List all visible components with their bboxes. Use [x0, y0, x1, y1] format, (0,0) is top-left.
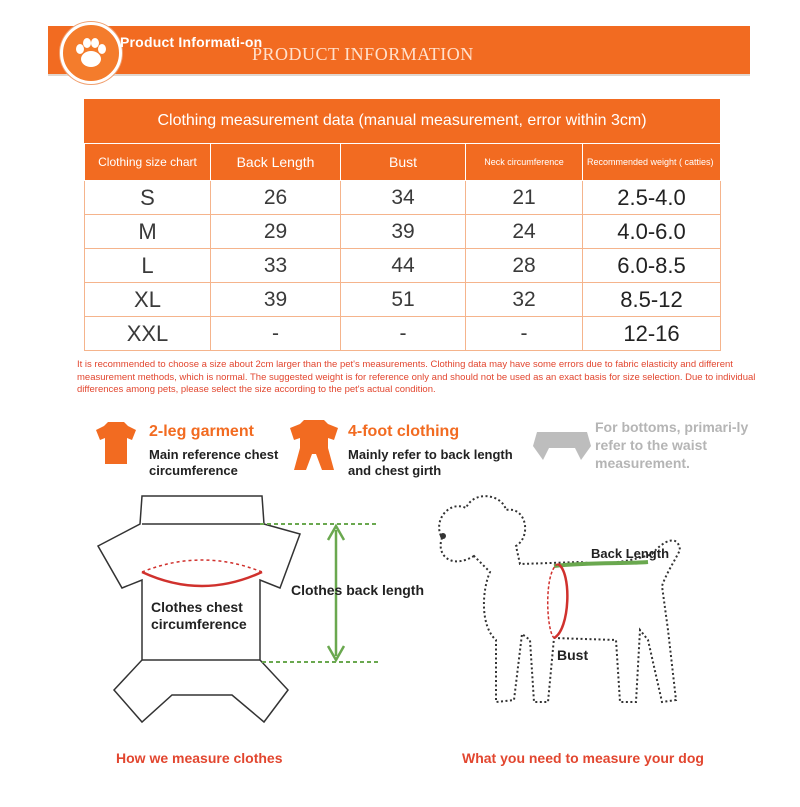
clothes-caption: How we measure clothes — [116, 750, 283, 766]
clothes-back-length-label: Clothes back length — [291, 582, 425, 598]
table-row — [85, 249, 721, 283]
cell-back-length: 26 — [211, 181, 341, 215]
cell-neck: 32 — [466, 283, 583, 317]
cell-size: XL — [85, 283, 211, 317]
cell-neck: - — [466, 317, 583, 351]
cell-bust: 51 — [341, 283, 466, 317]
cell-back-length: 29 — [211, 215, 341, 249]
four-foot-label: 4-foot clothing — [348, 423, 460, 440]
cell-back-length: - — [211, 317, 341, 351]
paw-icon — [60, 22, 122, 84]
four-foot-clothing-icon — [288, 418, 340, 474]
cell-weight: 6.0-8.5 — [583, 249, 721, 283]
cell-size: XXL — [85, 317, 211, 351]
table-row — [85, 215, 721, 249]
cell-size: L — [85, 249, 211, 283]
table-caption: Clothing measurement data (manual measurement, error within 3cm) — [84, 99, 720, 143]
clothes-diagram — [90, 490, 450, 725]
dog-diagram — [430, 490, 700, 715]
cell-bust: - — [341, 317, 466, 351]
clothes-chest-label: Clothes chest circumference — [151, 599, 247, 632]
dog-caption: What you need to measure your dog — [462, 750, 704, 766]
table-row — [85, 317, 721, 351]
cell-bust: 34 — [341, 181, 466, 215]
table-row — [85, 181, 721, 215]
cell-bust: 44 — [341, 249, 466, 283]
col-header-size: Clothing size chart — [85, 144, 211, 181]
cell-size: M — [85, 215, 211, 249]
col-header-neck: Neck circumference — [466, 144, 583, 181]
four-foot-desc: Mainly refer to back length and chest girth — [348, 447, 513, 478]
two-leg-label: 2-leg garment — [149, 423, 254, 440]
size-table — [84, 99, 720, 351]
col-header-back-length: Back Length — [211, 144, 341, 181]
two-leg-garment-icon — [94, 420, 138, 466]
dog-back-length-label: Back Length — [591, 546, 670, 561]
bottoms-desc: For bottoms, primari-ly refer to the waist measurement. — [595, 419, 749, 471]
dog-bust-label: Bust — [557, 647, 589, 663]
cell-weight: 2.5-4.0 — [583, 181, 721, 215]
bottoms-icon — [533, 426, 591, 464]
cell-weight: 8.5-12 — [583, 283, 721, 317]
cell-back-length: 33 — [211, 249, 341, 283]
cell-back-length: 39 — [211, 283, 341, 317]
cell-neck: 24 — [466, 215, 583, 249]
cell-weight: 4.0-6.0 — [583, 215, 721, 249]
two-leg-desc: Main reference chest circumference — [149, 447, 279, 478]
cell-neck: 21 — [466, 181, 583, 215]
size-notice: It is recommended to choose a size about 2cm larger than the pet's measurements. Clothing data may have some errors due to fabric elasticity and different measurement methods, which is normal. The suggested weight is for reference only and should not be used as an exact basis for size selection. Due to individual differences among pets, please select the size according to the pet's actual condition. — [77, 359, 756, 395]
banner-title: Product Informati-on — [120, 34, 263, 50]
cell-bust: 39 — [341, 215, 466, 249]
col-header-weight: Recommended weight ( catties) — [583, 144, 721, 181]
cell-neck: 28 — [466, 249, 583, 283]
cell-size: S — [85, 181, 211, 215]
table-row — [85, 283, 721, 317]
table-header-row — [85, 144, 721, 181]
banner-subtitle: PRODUCT INFORMATION — [252, 44, 474, 64]
cell-weight: 12-16 — [583, 317, 721, 351]
col-header-bust: Bust — [341, 144, 466, 181]
